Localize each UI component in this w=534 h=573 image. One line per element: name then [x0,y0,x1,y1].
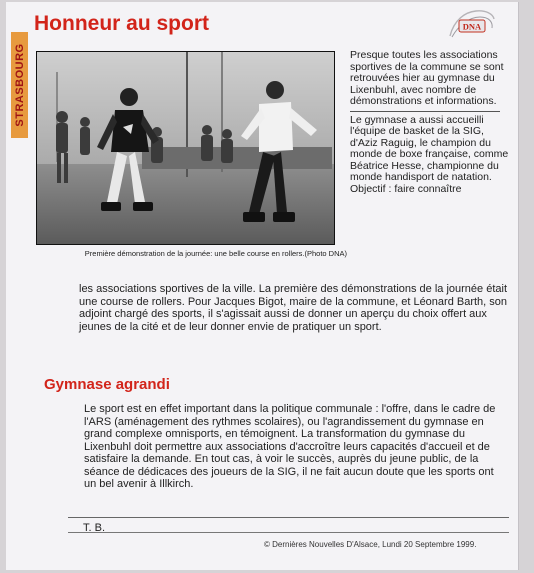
end-divider [68,517,509,518]
body-paragraph-1 [79,283,509,333]
section-subtitle: Gymnase agrandi [44,376,170,393]
author-initials: T. B. [83,522,106,534]
section-tab-label: STRASBOURG [13,43,26,127]
body-text-1: les associations sportives de la ville. La première des démonstrations de la journée était une course de rollers. Pour Jacques Bigot, maire de la commune, et Léonard Barth, son adjoint chargé des sports, il s'agissait aussi de donner un aperçu du choix offert aux jeunes de la cité et de leur donner envie de pratiquer un sport. [79,283,508,333]
rollerblading-photo [36,51,335,245]
body-paragraph-2 [84,403,508,491]
column-divider [350,111,500,112]
newspaper-clipping [6,2,519,570]
source-credit: © Dernières Nouvelles D'Alsace, Lundi 20 Septembre 1999. [264,540,477,549]
body-text-2: Le sport est en effet important dans la politique communale : l'offre, dans le cadre de l'ARS (aménagement des rythmes scolaires), ou l'agrandissement du gymnase en grand complexe omnisports, en témoignent. La transformation du gymnase du Lixenbuhl doit permettre aux associations d'accroître leurs capacités d'accueil et de satisfaire la demande. En tout cas, à voir le succès, auprès du jeune public, de la séance de dédicaces des joueurs de la SIG, il ne fait aucun doute que les sports ont un bel avenir à Illkirch. [84,403,496,490]
photo-caption: Première démonstration de la journée: une belle course en rollers.(Photo DNA) [84,249,347,258]
second-paragraph: Le gymnase a aussi accueilli l'équipe de basket de la SIG, d'Aziz Raguig, le champion du monde de boxe française, comme Béatrice Hesse, championne du monde handisport de natation. Objectif : faire connaître [350,113,509,195]
section-tab [11,32,28,138]
right-column [350,50,510,195]
intro-paragraph: Presque toutes les associations sportives de la commune se sont retrouvées hier au gymnase du Lixenbuhl, avec nombre de démonstrations et informations. [350,49,504,107]
footer-divider [68,532,509,533]
logo-text: DNA [462,21,482,32]
dna-logo-icon [447,7,497,39]
article-title: Honneur au sport [34,12,210,35]
